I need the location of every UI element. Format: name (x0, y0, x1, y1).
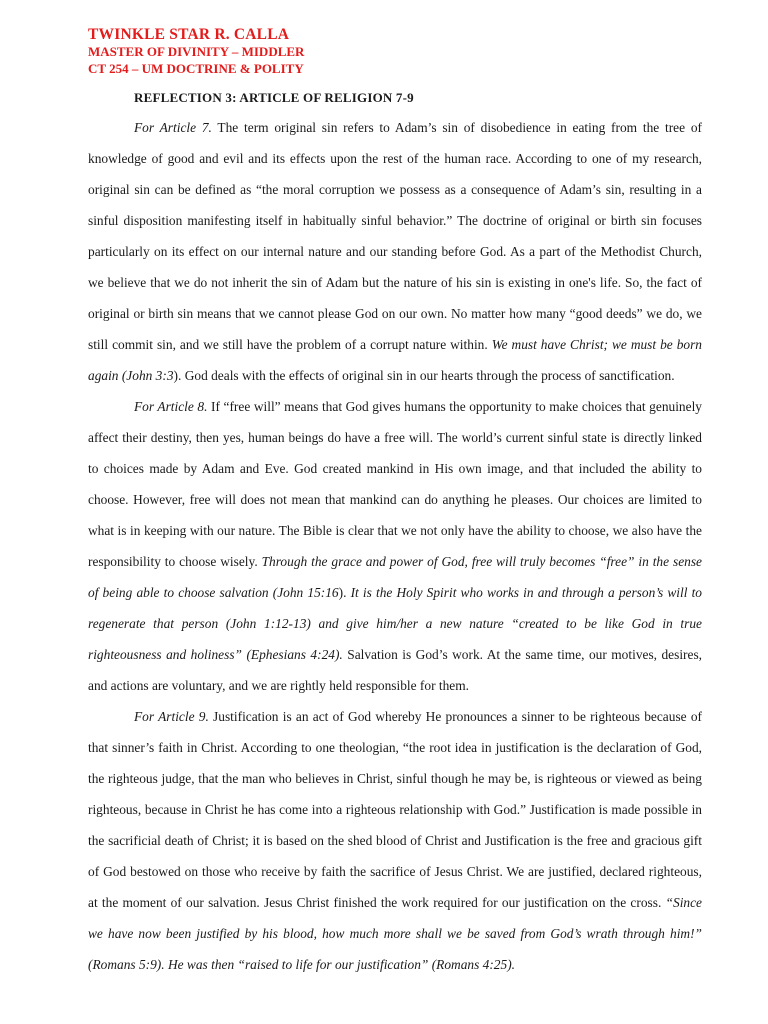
article-8-italic-2: It is the Holy Spirit who works in and through a person’s will to regenerate that person (John 1:12-13) and give him/her a new nature “created to be like God in true righteousness and holiness” (Ephesians 4:24). (88, 585, 703, 662)
article-7-text-end: ). God deals with the effects of original sin in our hearts through the process of sanctification. (173, 368, 675, 383)
paragraph-article-7 (88, 112, 702, 391)
course-line: CT 254 – UM DOCTRINE & POLITY (88, 61, 304, 76)
paragraph-article-9 (88, 701, 702, 980)
reflection-title: REFLECTION 3: ARTICLE OF RELIGION 7-9 (134, 90, 414, 105)
article-7-italic: We must have Christ; we must be born again (John 3:3 (88, 337, 702, 383)
author-header (88, 26, 702, 77)
article-8-italic-1: Through the grace and power of God, free will truly becomes “free” in the sense of being able to choose salvation (John 15:16 (88, 554, 702, 600)
article-8-lead: For Article 8. (134, 399, 208, 414)
author-name: TWINKLE STAR R. CALLA (88, 26, 290, 43)
document-page (88, 26, 702, 980)
article-7-lead: For Article 7. (134, 120, 212, 135)
article-7-text: The term original sin refers to Adam’s sin of disobedience in eating from the tree of knowledge of good and evil and its effects upon the rest of the human race. According to one of my research, original sin can be defined as “the moral corruption we possess as a consequence of Adam’s sin, resulting in a sinful disposition manifesting itself in habitually sinful behavior.” The doctrine of original or birth sin focuses particularly on its effect on our internal nature and our standing before God. As a part of the Methodist Church, we believe that we do not inherit the sin of Adam but the nature of his sin is existing in one's life. So, the fact of original or birth sin means that we cannot please God on our own. No matter how many “good deeds” we do, we still commit sin, and we still have the problem of a corrupt nature within. (88, 120, 702, 352)
article-9-italic: “Since we have now been justified by his blood, how much more shall we be saved from God’s wrath through him!” (Romans 5:9). He was then “raised to life for our justification” (Romans 4:25). (88, 895, 702, 972)
article-9-text: Justification is an act of God whereby He pronounces a sinner to be righteous because of that sinner’s faith in Christ. According to one theologian, “the root idea in justification is the declaration of God, the righteous judge, that the man who believes in Christ, sinful though he may be, is righteous or viewed as being righteous, because in Christ he has come into a righteous relationship with God.” Justification is made possible in the sacrificial death of Christ; it is based on the shed blood of Christ and Justification is the free and gracious gift of God bestowed on those who receive by faith the sacrifice of Jesus Christ. We are justified, declared righteous, at the moment of our salvation. Jesus Christ finished the work required for our justification on the cross. (88, 709, 702, 910)
article-9-lead: For Article 9. (134, 709, 209, 724)
program-line: MASTER OF DIVINITY – MIDDLER (88, 44, 305, 59)
article-8-text-end: Salvation is God’s work. At the same time, our motives, desires, and actions are voluntary, and we are rightly held responsible for them. (88, 647, 703, 693)
article-8-text: If “free will” means that God gives humans the opportunity to make choices that genuinely affect their destiny, then yes, human beings do have a free will. The world’s current sinful state is directly linked to choices made by Adam and Eve. God created mankind in His own image, and that included the ability to choose. However, free will does not mean that mankind can do anything he pleases. Our choices are limited to what is in keeping with our nature. The Bible is clear that we not only have the ability to choose, we also have the responsibility to choose wisely. (88, 399, 702, 569)
paragraph-article-8 (88, 391, 702, 701)
article-8-text-mid: ). (338, 585, 351, 600)
